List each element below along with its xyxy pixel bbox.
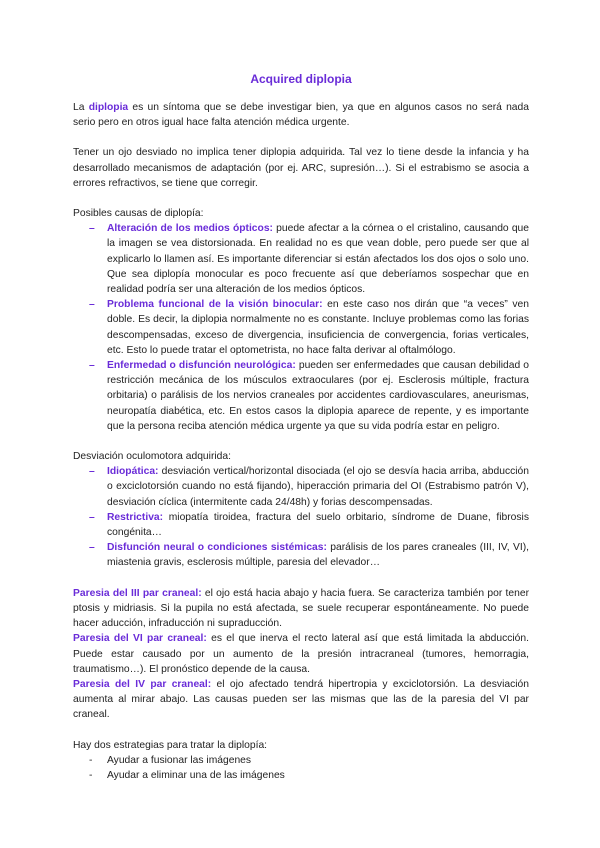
list-item: – Problema funcional de la visión binocular: en este caso nos dirán que “a veces” ven doble. Es decir, la diplopia normalmente no es constante. Incluye problemas como las forias descompensadas, exceso de divergencia, insuficiencia de convergencia, forias verticales, etc. Esto lo puede tratar el optometrista, no hace falta derivar al oftalmólogo. <box>89 299 529 356</box>
list-item: – Restrictiva: miopatía tiroidea, fractura del suelo orbitario, síndrome de Duane, fibrosis congénita… <box>89 511 529 539</box>
intro-paragraph-2: Tener un ojo desviado no implica tener diplopia adquirida. Tal vez lo tiene desde la infancia y ha desarrollado mecanismos de adaptación (por ej. ARC, supresión…). Si el estrabismo se asocia a errores refractivos, se tiene que corregir. <box>73 147 529 189</box>
paresis-iii-paragraph: Paresia del III par craneal: el ojo está hacia abajo y hacia fuera. Se caracteriza también por tener ptosis y midriasis. Si la pupila no está afectada, se suele recuperar espontáneamente. No puede hacer aducción, infraducción ni supraducción. <box>73 587 529 630</box>
highlight-term: Disfunción neural o condiciones sistémicas: <box>107 542 327 554</box>
list-item: - Ayudar a eliminar una de las imágenes <box>73 768 529 783</box>
list-item: – Alteración de los medios ópticos: puede afectar a la córnea o el cristalino, causando que la imagen se vea distorsionada. En realidad no es que vean doble, pero puede ser que al explicarlo lo llamen así. Es importante diferenciar si están afectados los dos ojos o solo uno. Que sea diplopía monocular es poco frecuente así que deberíamos sospechar que en realidad podría ser una alteración de los medios ópticos. <box>89 223 529 296</box>
highlight-term: Alteración de los medios ópticos: <box>107 223 273 235</box>
highlight-term: Restrictiva: <box>107 511 164 523</box>
dash-bullet: – <box>89 466 95 478</box>
highlight-term: diplopia <box>88 102 129 113</box>
dash-bullet: – <box>89 511 95 523</box>
strategies-heading: Hay dos estrategias para tratar la diplopía: <box>73 739 268 751</box>
highlight-term: Problema funcional de la visión binocular: <box>107 299 323 311</box>
dash-bullet: - <box>89 754 93 766</box>
deviation-heading: Desviación oculomotora adquirida: <box>73 451 231 463</box>
highlight-term: Paresia del IV par craneal: <box>73 678 212 690</box>
highlight-term: Idiopática: <box>107 466 159 478</box>
document-content <box>73 71 529 783</box>
dash-bullet: – <box>89 223 95 235</box>
paresis-vi-paragraph: Paresia del VI par craneal: es el que inerva el recto lateral así que está limitada la abducción. Puede estar causado por un aumento de la presión intracraneal (tumores, hemorragia, traumatismo…). El pronóstico depende de la causa. <box>73 633 529 675</box>
dash-bullet: - <box>89 769 93 781</box>
dash-bullet: – <box>89 542 95 554</box>
causes-list <box>73 221 529 434</box>
list-item: - Ayudar a fusionar las imágenes <box>73 753 529 768</box>
causes-heading: Posibles causas de diplopía: <box>73 208 204 220</box>
list-item: – Idiopática: desviación vertical/horizontal disociada (el ojo se desvía hacia arriba, abducción o exciclotorsión cuando no está fijando), hiperacción primaria del OI (Estrabismo patrón V), desviación cíclica (intermitente cada 24/48h) y forias descompensadas. <box>89 466 529 508</box>
highlight-term: Paresia del VI par craneal: <box>73 633 207 645</box>
highlight-term: Enfermedad o disfunción neurológica: <box>107 360 296 372</box>
page-title: Acquired diplopia <box>250 72 352 86</box>
dash-bullet: – <box>89 299 95 311</box>
highlight-term: Paresia del III par craneal: <box>73 587 202 599</box>
intro-paragraph-1: La diplopia es un síntoma que se debe investigar bien, ya que en algunos casos no será nada serio pero en otros igual hace falta atención médica urgente. <box>73 102 529 129</box>
dash-bullet: – <box>89 360 95 372</box>
list-item: – Enfermedad o disfunción neurológica: pueden ser enfermedades que causan debilidad o restricción mecánica de los músculos extraoculares (por ej. Esclerosis múltiple, fractura orbitaria) o parálisis de los nervios craneales por accidentes cardiovasculares, aneurismas, neuropatía diabética, etc. En estos casos la diplopia aparece de repente, y es importante que la persona reciba atención médica urgente ya que su vida podría estar en peligro. <box>89 360 529 432</box>
deviation-list <box>73 464 529 570</box>
list-item: – Disfunción neural o condiciones sistémicas: parálisis de los pares craneales (III, IV, VI), miastenia gravis, esclerosis múltiple, paresia del elevador… <box>89 542 529 569</box>
paresis-iv-paragraph: Paresia del IV par craneal: el ojo afectado tendrá hipertropia y exciclotorsión. La desviación aumenta al mirar abajo. Las causas pueden ser las mismas que las de la paresia del VI par craneal. <box>73 678 529 721</box>
strategies-list <box>73 753 529 783</box>
